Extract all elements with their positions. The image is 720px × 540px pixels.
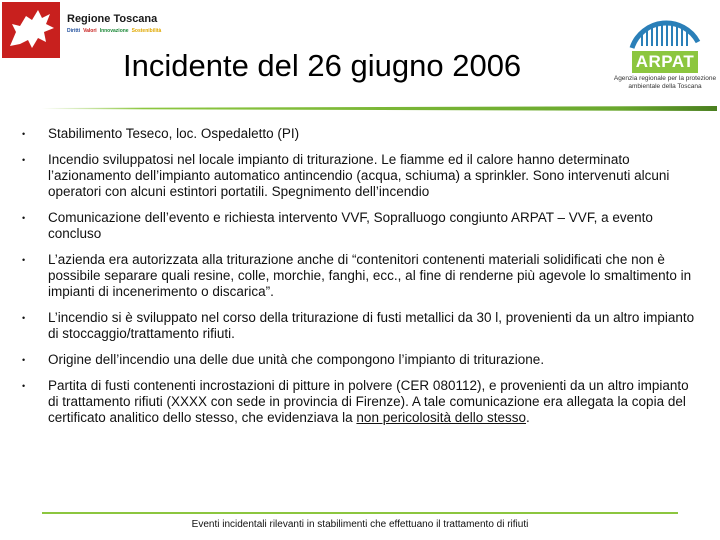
bullet-marker: •: [22, 213, 26, 223]
org-tagline: [67, 28, 164, 34]
list-item: [22, 378, 702, 426]
bullet-marker: •: [22, 255, 26, 265]
underlined-phrase: non pericolosità dello stesso: [356, 410, 527, 425]
regione-toscana-logo: [2, 2, 60, 58]
tagline-word: Valori: [83, 28, 97, 34]
bullet-text: Origine dell’incendio una delle due unità che compongono l’impianto di triturazione.: [48, 352, 545, 367]
arpat-arc-icon: [612, 2, 718, 52]
bullet-marker: •: [22, 381, 26, 391]
tagline-word: Sostenibilità: [131, 28, 162, 34]
list-item: [22, 126, 702, 142]
footer-text: Eventi incidentali rilevanti in stabilimenti che effettuano il trattamento di rifiuti: [191, 519, 529, 530]
bullet-marker: •: [22, 313, 26, 323]
bullet-marker: •: [22, 155, 26, 165]
list-item: [22, 210, 702, 242]
footer-divider: [42, 512, 678, 514]
list-item: [22, 352, 702, 368]
list-item: [22, 310, 702, 342]
bullet-text: Stabilimento Teseco, loc. Ospedaletto (PI): [48, 126, 300, 141]
list-item: [22, 252, 702, 300]
arpat-name: ARPAT: [635, 52, 695, 71]
bullet-marker: •: [22, 129, 26, 139]
title-divider: [42, 106, 717, 111]
list-item: [22, 152, 702, 200]
arpat-subtitle: Agenzia regionale per la protezione ambientale della Toscana: [613, 75, 717, 90]
arpat-logo: [612, 2, 718, 100]
pegasus-icon: [2, 2, 60, 58]
bullet-marker: •: [22, 355, 26, 365]
bullet-text: Incendio sviluppatosi nel locale impianto di triturazione. Le fiamme ed il calore hanno determinato l’azionamento dell’impianto automatico antincendio (acqua, schiuma) a sprinkler. Sono intervenuti alcuni operatori con alcuni estintori portatili. Spegnimento dell’incendio: [48, 152, 670, 199]
bullet-text: Partita di fusti contenenti incrostazioni di pitture in polvere (CER 080112), e provenienti da un altro impianto di trattamento rifiuti (XXXX con sede in provincia di Firenze). A tale comunicazione era allegata la copia del certificato analitico dello stesso, che evidenziava la: [48, 378, 689, 425]
tagline-word: Innovazione: [99, 28, 129, 34]
bullet-text: L’incendio si è sviluppato nel corso della triturazione di fusti metallici da 30 l, provenienti da un altro impianto di stoccaggio/trattamento rifiuti.: [48, 310, 695, 341]
bullet-list: [22, 126, 702, 436]
org-name: Regione Toscana: [67, 13, 158, 25]
bullet-text: Comunicazione dell’evento e richiesta intervento VVF, Sopralluogo congiunto ARPAT – VVF, a evento concluso: [48, 210, 653, 241]
bullet-text: L’azienda era autorizzata alla triturazione anche di “contenitori contenenti materiali solidificati che non è possibile separare quali resine, colle, morchie, fanghi, ecc., al fine di renderne più agevole lo smaltimento in impianti di incenerimento o discarica”.: [48, 252, 692, 299]
bullet-end: .: [526, 410, 530, 425]
tagline-word: Diritti: [67, 28, 81, 34]
slide-title: Incidente del 26 giugno 2006: [123, 48, 522, 83]
